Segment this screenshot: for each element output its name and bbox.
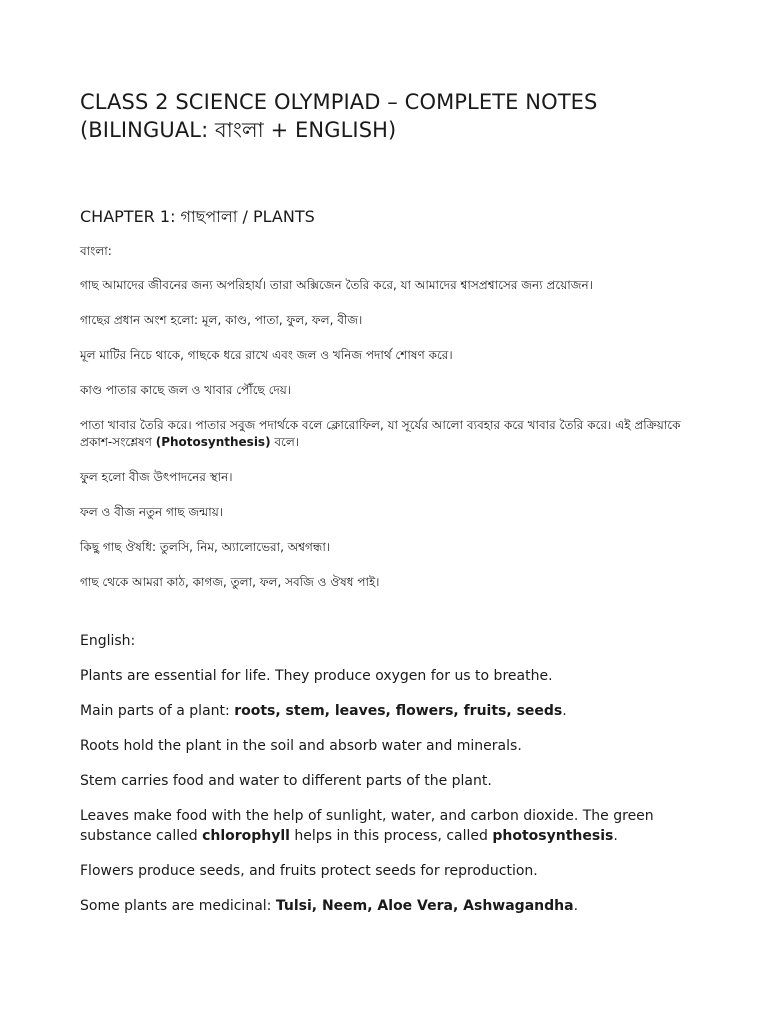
- bangla-paragraph: গাছ আমাদের জীবনের জন্য অপরিহার্য। তারা অক্সিজেন তৈরি করে, যা আমাদের শ্বাসপ্রশ্বাসের জন্য প্রয়োজন।: [80, 278, 593, 292]
- document-title-line-1: CLASS 2 SCIENCE OLYMPIAD – COMPLETE NOTES: [80, 90, 598, 114]
- english-paragraph: Flowers produce seeds, and fruits protect seeds for reproduction.: [80, 863, 538, 879]
- bangla-paragraph: ফুল হলো বীজ উৎপাদনের স্থান।: [80, 470, 233, 484]
- english-photosynthesis-term: photosynthesis: [492, 828, 614, 844]
- english-label: English:: [80, 633, 136, 649]
- english-leaves-text: Leaves make food with the help of sunlight, water, and carbon dioxide. The green substance called: [80, 808, 654, 844]
- english-section: [80, 631, 690, 916]
- english-paragraph: Stem carries food and water to different parts of the plant.: [80, 773, 492, 789]
- bangla-paragraph: কিছু গাছ ঔষধি: তুলসি, নিম, অ্যালোভেরা, অশ্বগন্ধা।: [80, 540, 331, 554]
- bangla-photosynthesis-term: (Photosynthesis): [155, 435, 271, 449]
- bangla-paragraph: গাছ থেকে আমরা কাঠ, কাগজ, তুলা, ফল, সবজি ও ঔষধ পাই।: [80, 575, 380, 589]
- english-photosynthesis-end: .: [613, 828, 618, 844]
- english-medicinal-list: Tulsi, Neem, Aloe Vera, Ashwagandha: [275, 898, 574, 914]
- bangla-paragraph: ফল ও বীজ নতুন গাছ জন্মায়।: [80, 505, 224, 519]
- bangla-paragraph: মূল মাটির নিচে থাকে, গাছকে ধরে রাখে এবং জল ও খনিজ পদার্থ শোষণ করে।: [80, 348, 453, 362]
- chapter-title: CHAPTER 1: গাছপালা / PLANTS: [80, 207, 315, 226]
- english-medicinal-text: Some plants are medicinal:: [80, 898, 276, 914]
- english-parts-list: roots, stem, leaves, flowers, fruits, seeds: [234, 703, 563, 719]
- bangla-photosynthesis-text: পাতা খাবার তৈরি করে। পাতার সবুজ পদার্থকে বলে ক্লোরোফিল, যা সূর্যের আলো ব্যবহার করে খাবার তৈরি করে। এই প্রক্রিয়াকে প্রকাশ-সংশ্লেষণ: [80, 418, 681, 449]
- english-photosynthesis-paragraph: [80, 806, 690, 846]
- english-paragraph: Roots hold the plant in the soil and absorb water and minerals.: [80, 738, 522, 754]
- english-process-text: helps in this process, called: [289, 828, 493, 844]
- bangla-paragraph: গাছের প্রধান অংশ হলো: মূল, কাণ্ড, পাতা, ফুল, ফল, বীজ।: [80, 313, 363, 327]
- document-title-line-2: (BILINGUAL: বাংলা + ENGLISH): [80, 118, 397, 142]
- bangla-section: [80, 242, 690, 591]
- bangla-paragraph: কাণ্ড পাতার কাছে জল ও খাবার পৌঁছে দেয়।: [80, 383, 292, 397]
- bangla-photosynthesis-paragraph: [80, 417, 690, 451]
- bangla-label: বাংলা:: [80, 244, 112, 258]
- english-medicinal-end: .: [573, 898, 579, 914]
- english-medicinal-paragraph: [80, 896, 690, 916]
- bangla-photosynthesis-end: বলে।: [270, 435, 300, 449]
- english-parts-text: Main parts of a plant:: [80, 703, 235, 719]
- english-paragraph: Plants are essential for life. They produce oxygen for us to breathe.: [80, 668, 553, 684]
- english-parts-paragraph: [80, 701, 690, 721]
- english-parts-end: .: [562, 703, 567, 719]
- document-title: [80, 88, 690, 144]
- document-page: [80, 88, 690, 931]
- english-chlorophyll-term: chlorophyll: [202, 828, 290, 844]
